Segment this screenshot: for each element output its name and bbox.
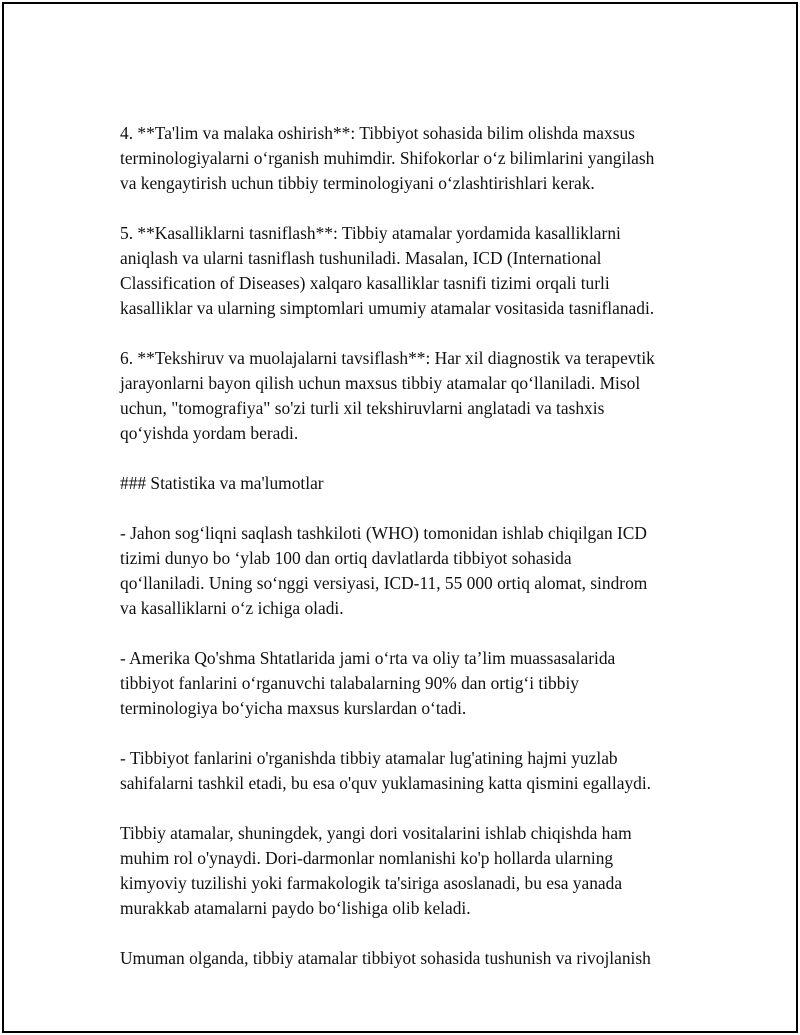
text-line: kimyoviy tuzilishi yoki farmakologik ta'siriga asoslanadi, bu esa yanada xyxy=(120,873,623,893)
text-line: uchun, "tomografiya" so'zi turli xil tekshiruvlarni anglatadi va tashxis xyxy=(120,398,605,418)
section-heading-statistics xyxy=(120,471,700,496)
text-line: - Jahon sog‘liqni saqlash tashkiloti (WHO) tomonidan ishlab chiqilgan ICD xyxy=(120,523,647,543)
text-line: tibbiyot fanlarini o‘rganuvchi talabalarning 90% dan ortig‘i tibbiy xyxy=(120,673,579,693)
bullet-who-icd xyxy=(120,521,700,621)
text-line: - Tibbiyot fanlarini o'rganishda tibbiy atamalar lug'atining hajmi yuzlab xyxy=(120,748,618,768)
text-line: terminologiya bo‘yicha maxsus kurslardan o‘tadi. xyxy=(120,698,467,718)
text-line: va kengaytirish uchun tibbiy terminologiyani o‘zlashtirishlari kerak. xyxy=(120,173,595,193)
bullet-dictionary-size xyxy=(120,746,700,796)
text-line: muhim rol o'ynaydi. Dori-darmonlar nomlanishi ko'p hollarda ularning xyxy=(120,848,614,868)
document-body xyxy=(120,121,700,996)
text-line: Tibbiy atamalar, shuningdek, yangi dori vositalarini ishlab chiqishda ham xyxy=(120,823,632,843)
text-line: terminologiyalarni o‘rganish muhimdir. Shifokorlar o‘z bilimlarini yangilash xyxy=(120,148,655,168)
paragraph-conclusion xyxy=(120,946,700,971)
paragraph-drug-development xyxy=(120,821,700,921)
text-line: - Amerika Qo'shma Shtatlarida jami o‘rta va oliy ta’lim muassasalarida xyxy=(120,648,616,668)
bullet-usa-students xyxy=(120,646,700,721)
list-item-procedures xyxy=(120,346,700,446)
text-line: jarayonlarni bayon qilish uchun maxsus tibbiy atamalar qo‘llaniladi. Misol xyxy=(120,373,641,393)
text-line: kasalliklar va ularning simptomlari umumiy atamalar vositasida tasniflanadi. xyxy=(120,298,655,318)
text-line: 5. **Kasalliklarni tasniflash**: Tibbiy atamalar yordamida kasalliklarni xyxy=(120,223,621,243)
heading-text: ### Statistika va ma'lumotlar xyxy=(120,473,324,493)
text-line: Umuman olganda, tibbiy atamalar tibbiyot sohasida tushunish va rivojlanish xyxy=(120,948,651,968)
text-line: qo‘yishda yordam beradi. xyxy=(120,423,299,443)
list-item-disease-classification xyxy=(120,221,700,321)
text-line: tizimi dunyo bo ‘ylab 100 dan ortiq davlatlarda tibbiyot sohasida xyxy=(120,548,572,568)
text-line: Classification of Diseases) xalqaro kasalliklar tasnifi tizimi orqali turli xyxy=(120,273,610,293)
text-line: aniqlash va ularni tasniflash tushuniladi. Masalan, ICD (International xyxy=(120,248,602,268)
page-frame xyxy=(2,2,798,1033)
text-line: 6. **Tekshiruv va muolajalarni tavsiflash**: Har xil diagnostik va terapevtik xyxy=(120,348,655,368)
text-line: sahifalarni tashkil etadi, bu esa o'quv yuklamasining katta qismini egallaydi. xyxy=(120,773,652,793)
list-item-education xyxy=(120,121,700,196)
text-line: murakkab atamalarni paydo bo‘lishiga olib keladi. xyxy=(120,898,471,918)
text-line: 4. **Ta'lim va malaka oshirish**: Tibbiyot sohasida bilim olishda maxsus xyxy=(120,123,635,143)
text-line: va kasalliklarni o‘z ichiga oladi. xyxy=(120,598,344,618)
text-line: qo‘llaniladi. Uning so‘nggi versiyasi, ICD-11, 55 000 ortiq alomat, sindrom xyxy=(120,573,648,593)
